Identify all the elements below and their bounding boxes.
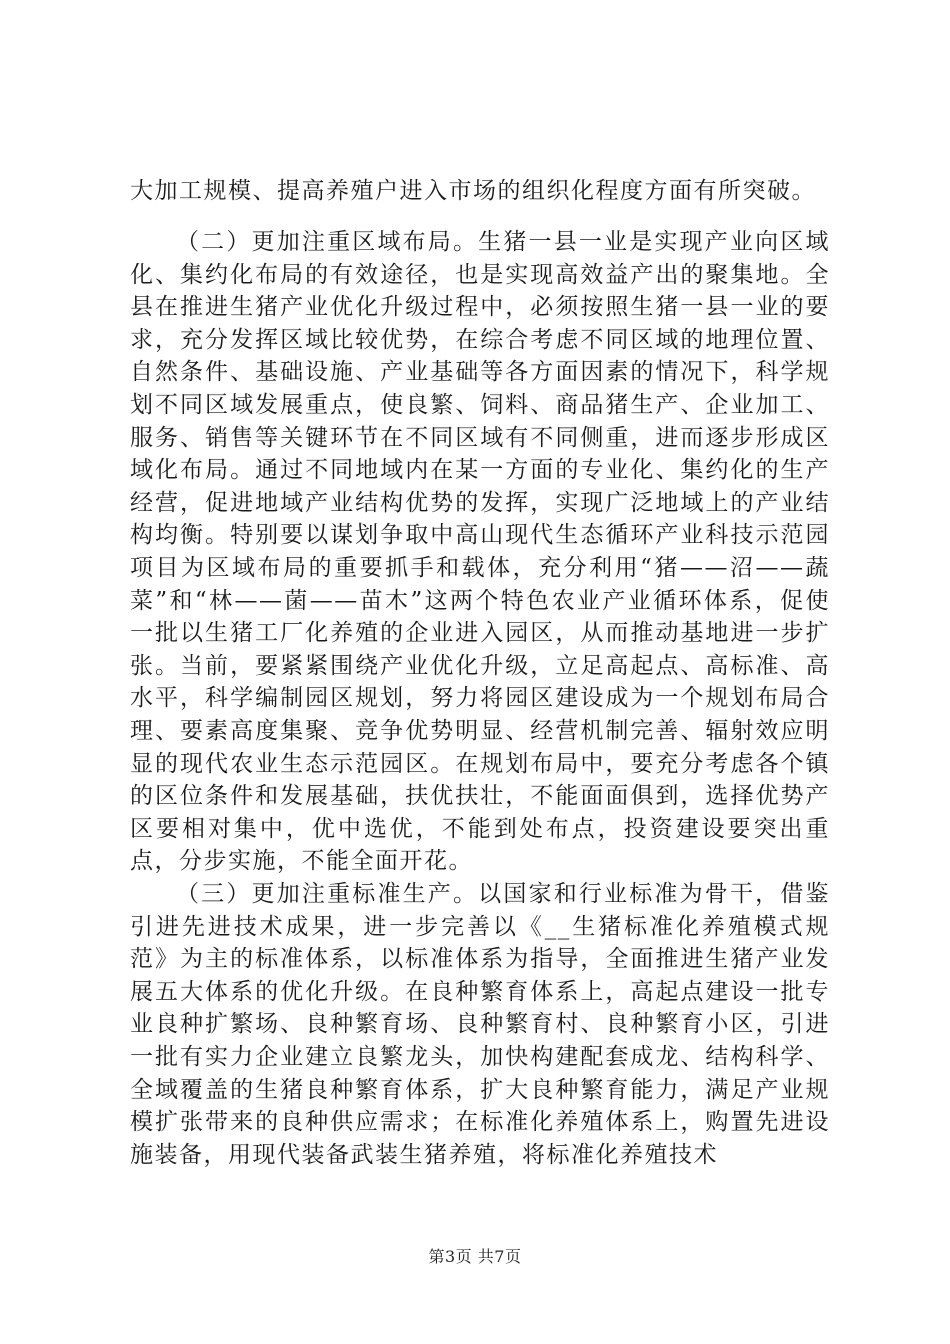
paragraph-regional-layout: （二）更加注重区域布局。生猪一县一业是实现产业向区域化、集约化布局的有效途径，也是实现高效益产出的聚集地。全县在推进生猪产业优化升级过程中，必须按照生猪一县一业的要求，充分发挥区域比较优势，在综合考虑不同区域的地理位置、自然条件、基础设施、产业基础等各方面因素的情况下，科学规划不同区域发展重点，使良繁、饲料、商品猪生产、企业加工、服务、销售等关键环节在不同区域有不同侧重，进而逐步形成区域化布局。通过不同地域内在某一方面的专业化、集约化的生产经营，促进地域产业结构优势的发挥，实现广泛地域上的产业结构均衡。特别要以谋划争取中高山现代生态循环产业科技示范园项目为区域布局的重要抓手和载体，充分利用“猪——沼——蔬菜”和“林——菌——苗木”这两个特色农业产业循环体系，促使一批以生猪工厂化养殖的企业进入园区，从而推动基地进一步扩张。当前，要紧紧围绕产业优化升级，立足高起点、高标准、高水平，科学编制园区规划，努力将园区建设成为一个规划布局合理、要素高度集聚、竞争优势明显、经营机制完善、辐射效应明显的现代农业生态示范园区。在规划布局中，要充分考虑各个镇的区位条件和发展基础，扶优扶壮，不能面面俱到，选择优势产区要相对集中，优中选优，不能到处布点，投资建设要突出重点，分步实施，不能全面开花。 bbox=[130, 229, 830, 875]
page-footer-indicator: 第3页 共7页 bbox=[428, 1247, 522, 1266]
paragraph-standard-production: （三）更加注重标准生产。以国家和行业标准为骨干，借鉴引进先进技术成果，进一步完善以《__生猪标准化养殖模式规范》为主的标准体系，以标准体系为指导，全面推进生猪产业发展五大体系的优化升级。在良种繁育体系上，高起点建设一批专业良种扩繁场、良种繁育场、良种繁育村、良种繁育小区，引进一批有实力企业建立良繁龙头，加快构建配套成龙、结构科学、全域覆盖的生猪良种繁育体系，扩大良种繁育能力，满足产业规模扩张带来的良种供应需求；在标准化养殖体系上，购置先进设施装备，用现代装备武装生猪养殖，将标准化养殖技术 bbox=[130, 881, 830, 1168]
carryover-text-line: 大加工规模、提高养殖户进入市场的组织化程度方面有所突破。 bbox=[130, 178, 816, 204]
